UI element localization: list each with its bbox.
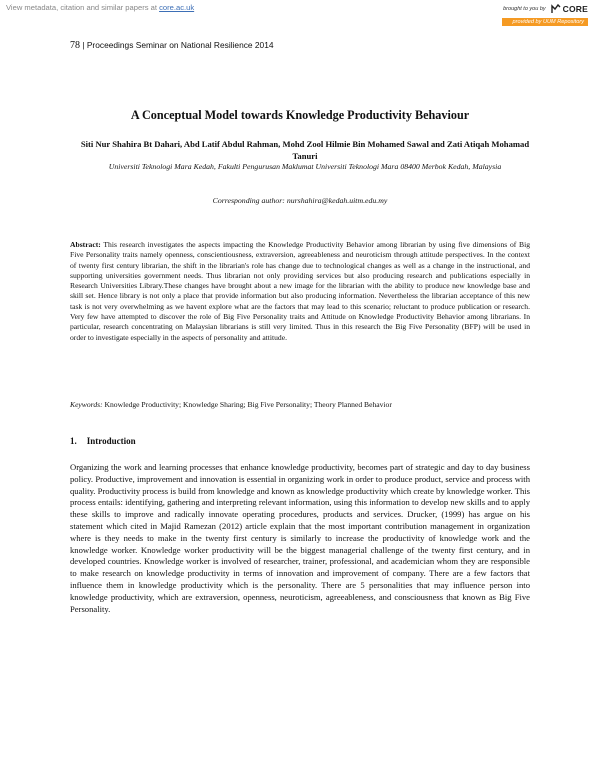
corresponding-email: nurshahira@kedah.uitm.edu.my: [286, 196, 388, 205]
core-link[interactable]: core.ac.uk: [159, 3, 195, 12]
section-number: 1.: [70, 436, 77, 446]
brought-to-you-by[interactable]: [503, 3, 588, 15]
header-separator: |: [82, 40, 87, 50]
section-heading: [70, 436, 136, 446]
corresponding-author: [0, 196, 600, 205]
keywords-text: Knowledge Productivity; Knowledge Sharing; Big Five Personality; Theory Planned Behavior: [104, 400, 392, 409]
section-title: Introduction: [86, 436, 136, 446]
running-title: Proceedings Seminar on National Resilience 2014: [86, 40, 274, 50]
paper-affiliation: Universiti Teknologi Mara Kedah, Fakulti Pengurusan Maklumat Universiti Teknologi Mara 08400 Merbok Kedah, Malaysia: [108, 162, 502, 171]
core-metadata-banner: [6, 3, 194, 12]
paper-title: A Conceptual Model towards Knowledge Productivity Behaviour: [130, 108, 470, 122]
paper-authors: Siti Nur Shahira Bt Dahari, Abd Latif Abdul Rahman, Mohd Zool Hilmie Bin Mohamed Sawal and Zati Atiqah Mohamad Tanuri: [80, 139, 530, 161]
page-number: 78: [70, 40, 80, 51]
core-brand: CORE: [562, 4, 588, 14]
abstract-label: Abstract:: [70, 240, 101, 249]
running-header: [70, 40, 274, 51]
keywords-label: Keywords:: [70, 400, 103, 409]
abstract: [70, 240, 530, 343]
corresponding-label: Corresponding author:: [212, 196, 287, 205]
keywords: [70, 400, 530, 409]
provided-by-badge[interactable]: provided by UUM Repository: [502, 18, 588, 26]
abstract-text: This research investigates the aspects impacting the Knowledge Productivity Behavior among librarian by using five dimensions of Big Five Personality traits namely openness, conscientiousness, extraversion, agreeableness and neuroticism through attitude perspectives. In the context of twenty first century librarian, the shift in the librarian's role has change due to technological changes as well as a change in the instructional, and supporting universities government needs. Thus librarian not only providing services but also producing research and publications especially in Research Universities Library.These changes have brought about a new image for the librarian with the ability to produce new knowledge base and skill set. Hence library is not only a place that provide information but also producing information. Nevertheless the librarian acceptance of this new task is not very overwhelming as we havent explore what are the factors that may lead to this scenario; reluctant to produce publication or research. Very few have attempted to discover the role of Big Five Personality traits and Attitude on Knowledge Productivity Behavior among librarians. In particular, research concentrating on Malaysian librarians is still very limited. Thus in this research the Big Five Personality (BFP) will be used in order to investigate especially in the aspects of personality and attitude.: [70, 240, 530, 342]
introduction-paragraph: Organizing the work and learning processes that enhance knowledge productivity, becomes part of strategic and day to day business policy. Productive, improvement and innovation is essential in organizing work in order to produce product, service and process with quality. Productivity process is build from knowledge and known as knowledge productivity which create by knowledge worker. This process entails: identifying, gathering and interpreting relevant information, using this information to develop new skills and to apply these skills to improve and radically innovate operating procedures, products and services. Drucker, (1999) has argue on his statement which cited in Majid Ramezan (2012) article explain that the most important contribution management in organization where is they needs to make in the twenty first century is similarly to increase the productivity of knowledge work and the knowledge worker. Knowledge worker productivity will be the biggest managerial challenge of the twenty first century, and in developed countries. Knowledge worker is involved of researcher, trainer, professional, and academician whom they are responsible to make research on knowledge productivity in terms of innovation and improvement of company. There are a few factors that influence them in knowledge productivity which is the personality. There are 5 personalities that may influence person into knowledge productivity, which are extraversion, openness, neuroticism, agreeableness, and consciousness that known as Big Five Personality.: [70, 462, 530, 614]
core-banner-prefix: View metadata, citation and similar papers at: [6, 3, 160, 12]
brought-by-text: brought to you by: [503, 6, 546, 12]
core-logo-icon: [550, 3, 562, 15]
